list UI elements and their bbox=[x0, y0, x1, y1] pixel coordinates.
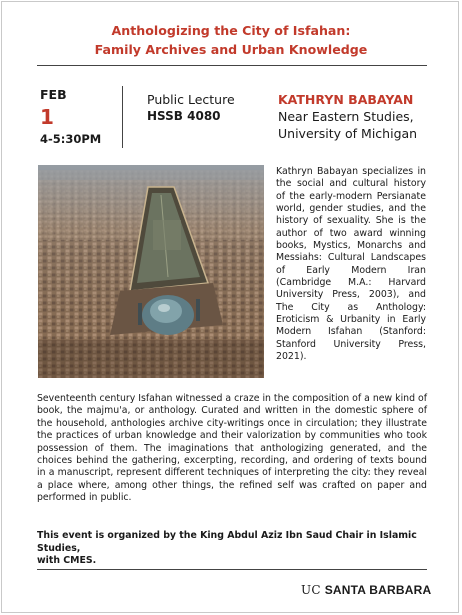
sponsor-note-line1: This event is organized by the King Abdul Aziz Ibn Saud Chair in Islamic Studies, bbox=[37, 530, 417, 554]
vertical-divider bbox=[122, 86, 123, 148]
sponsor-note bbox=[37, 530, 437, 568]
bottom-divider bbox=[37, 569, 427, 570]
event-title bbox=[0, 21, 462, 59]
lecture-room: HSSB 4080 bbox=[147, 109, 221, 123]
top-divider bbox=[37, 65, 427, 66]
lecture-info bbox=[147, 91, 235, 125]
speaker-department: Near Eastern Studies, bbox=[278, 109, 414, 124]
lecture-type: Public Lecture bbox=[147, 92, 235, 107]
event-title-line2: Family Archives and Urban Knowledge bbox=[94, 42, 368, 57]
logo-campus: SANTA BARBARA bbox=[324, 583, 432, 597]
speaker-university: University of Michigan bbox=[278, 126, 418, 141]
event-title-line1: Anthologizing the City of Isfahan: bbox=[111, 23, 351, 38]
event-date bbox=[40, 87, 101, 146]
lecture-description: Seventeenth century Isfahan witnessed a craze in the composition of a new kind of book, the majmu'a, or anthology. Curated and written in the domestic sphere of the household, anthologies archive city-writings once in circulation; they illustrate the practices of urban knowledge and their valorization by communities who took possession of them. The imaginations that anthologizing generated, and the choices behind the gathering, excerpting, recording, and ordering of texts bound in a manuscript, represent different techniques of interpreting the city: they reveal a place where, among other things, the refined self was crafted on paper and performed in public. bbox=[37, 393, 427, 504]
event-month: FEB bbox=[40, 87, 67, 102]
ucsb-logo bbox=[301, 583, 431, 597]
event-time: 4-5:30PM bbox=[40, 132, 102, 146]
event-day: 1 bbox=[40, 105, 54, 129]
isfahan-aerial-photo bbox=[38, 165, 264, 378]
speaker-info bbox=[278, 91, 417, 142]
speaker-name: KATHRYN BABAYAN bbox=[278, 92, 414, 107]
sponsor-note-line2: with CMES. bbox=[37, 555, 97, 566]
logo-uc: UC bbox=[301, 583, 321, 597]
speaker-bio: Kathryn Babayan specializes in the social and cultural history of the early-modern Persianate world, gender studies, and the history of sexuality. She is the author of two award winning books, Mystics, Monarchs and Messiahs: Cultural Landscapes of Early Modern Iran (Cambridge M.A.: Harvard University Press, 2003), and The City as Anthology: Eroticism & Urbanity in Early Modern Isfahan (Stanford: Stanford University Press, 2021). bbox=[276, 166, 426, 363]
